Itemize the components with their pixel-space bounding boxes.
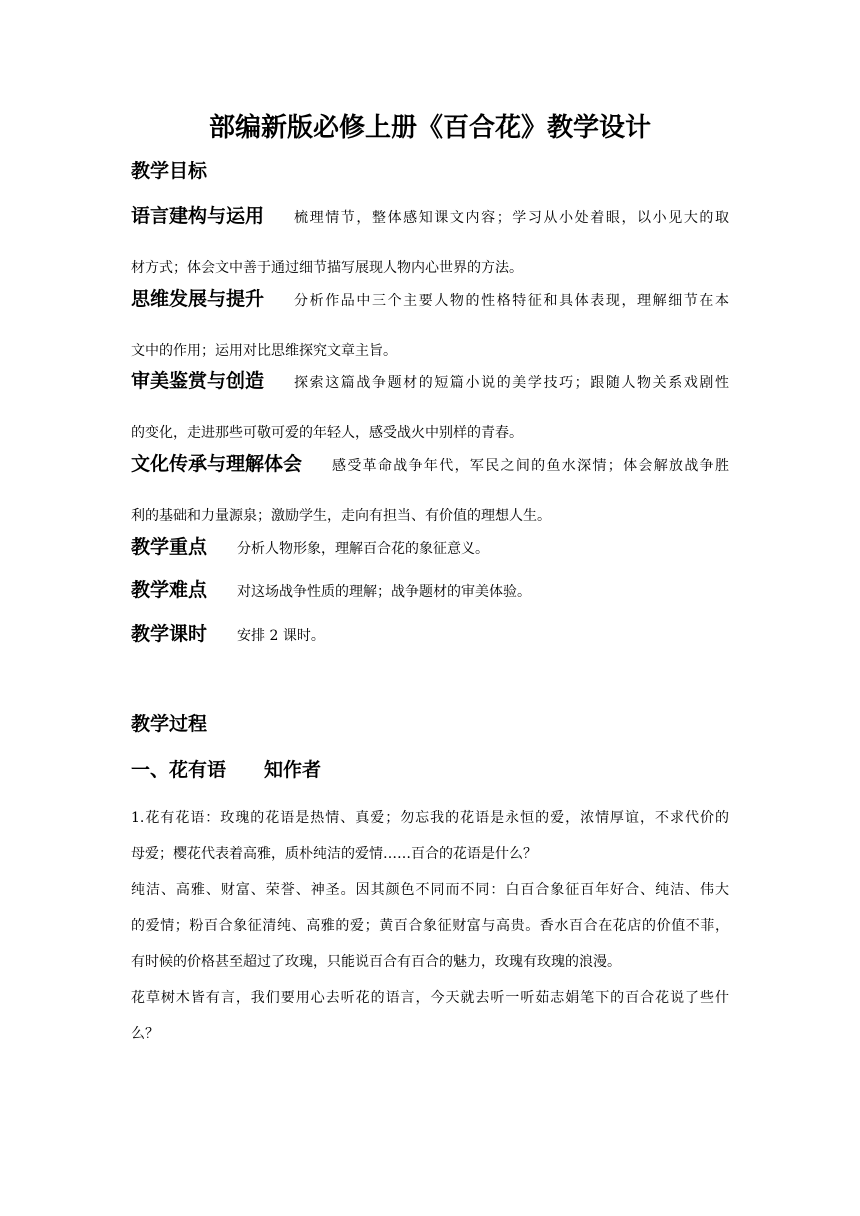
body-line: 母爱；樱花代表着高雅，质朴纯洁的爱情……百合的花语是什么？ bbox=[131, 846, 537, 862]
body-line: 的爱情；粉百合象征清纯、高雅的爱；黄百合象征财富与高贵。香水百合在花店的价值不菲， bbox=[131, 918, 729, 934]
goal-text-line2: 文中的作用；运用对比思维探究文章主旨。 bbox=[131, 343, 397, 359]
body-line: 有时候的价格甚至超过了玫瑰，只能说百合有百合的魅力，玫瑰有玫瑰的浪漫。 bbox=[131, 954, 621, 970]
body-line: 1.花有花语：玫瑰的花语是热情、真爱；勿忘我的花语是永恒的爱，浓情厚谊，不求代价的 bbox=[131, 810, 729, 826]
goal-item bbox=[131, 203, 729, 281]
class-hours bbox=[131, 621, 729, 647]
process-heading: 教学过程 bbox=[131, 713, 208, 735]
section-body bbox=[131, 800, 729, 1052]
difficulty bbox=[131, 577, 729, 603]
goal-text-line2: 利的基础和力量源泉；激励学生，走向有担当、有价值的理想人生。 bbox=[131, 508, 551, 524]
goal-label: 语言建构与运用 bbox=[131, 205, 265, 227]
goal-item bbox=[131, 451, 729, 529]
key-point-text: 分析人物形象，理解百合花的象征意义。 bbox=[237, 541, 490, 557]
difficulty-text: 对这场战争性质的理解；战争题材的审美体验。 bbox=[237, 584, 532, 600]
class-hours-label: 教学课时 bbox=[131, 623, 208, 645]
goal-text-line1: 探索这篇战争题材的短篇小说的美学技巧；跟随人物关系戏剧性 bbox=[294, 375, 729, 391]
goals-heading: 教学目标 bbox=[131, 160, 208, 182]
goal-text-line1: 感受革命战争年代，军民之间的鱼水深情；体会解放战争胜 bbox=[332, 458, 729, 474]
goal-label: 审美鉴赏与创造 bbox=[131, 370, 265, 392]
section-heading: 一、花有语 知作者 bbox=[131, 759, 322, 781]
body-line: 么？ bbox=[131, 1026, 159, 1042]
class-hours-text: 安排 2 课时。 bbox=[237, 628, 325, 644]
key-point-label: 教学重点 bbox=[131, 536, 208, 558]
document-title: 部编新版必修上册《百合花》教学设计 bbox=[208, 113, 651, 143]
body-line: 花草树木皆有言，我们要用心去听花的语言，今天就去听一听茹志娟笔下的百合花说了些什 bbox=[131, 990, 729, 1006]
goal-item bbox=[131, 368, 729, 446]
difficulty-label: 教学难点 bbox=[131, 579, 208, 601]
goal-text-line2: 的变化，走进那些可敬可爱的年轻人，感受战火中别样的青春。 bbox=[131, 425, 523, 441]
goal-text-line1: 梳理情节，整体感知课文内容；学习从小处着眼，以小见大的取 bbox=[294, 210, 729, 226]
goal-text-line1: 分析作品中三个主要人物的性格特征和具体表现，理解细节在本 bbox=[294, 293, 729, 309]
body-line: 纯洁、高雅、财富、荣誉、神圣。因其颜色不同而不同：白百合象征百年好合、纯洁、伟大 bbox=[131, 882, 729, 898]
goal-item bbox=[131, 286, 729, 364]
goal-label: 思维发展与提升 bbox=[131, 288, 265, 310]
goal-label: 文化传承与理解体会 bbox=[131, 453, 303, 475]
key-point bbox=[131, 534, 729, 560]
goal-text-line2: 材方式；体会文中善于通过细节描写展现人物内心世界的方法。 bbox=[131, 260, 523, 276]
